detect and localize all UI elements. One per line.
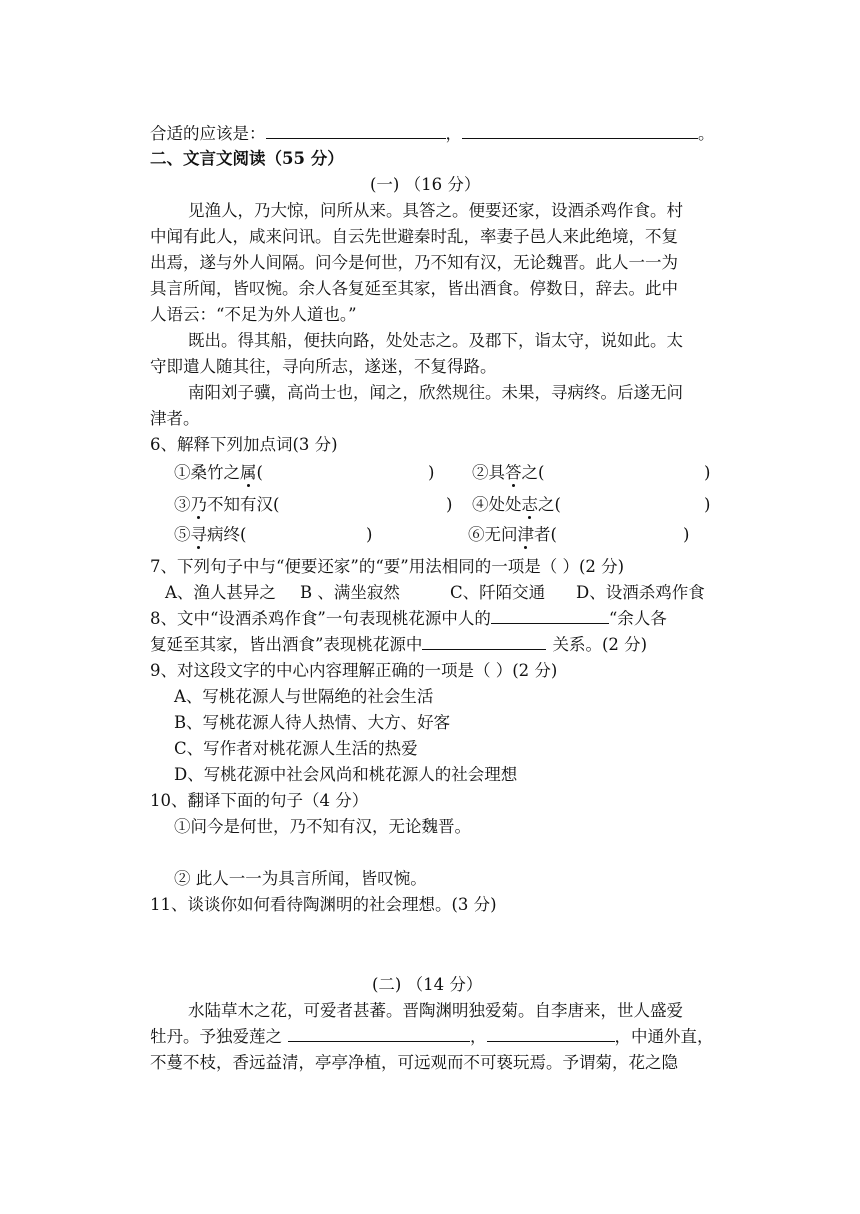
q6-close: ) <box>704 463 711 482</box>
part2-heading: (二) （14 分） <box>372 975 483 994</box>
answer-blank[interactable] <box>487 1026 615 1042</box>
q10-sentence-1: ①问今是何世，乃不知有汉，无论魏晋。 <box>174 817 471 836</box>
q6-item-3: ③乃不知有汉( <box>174 495 280 514</box>
q6-item-6: ⑥无问津者( <box>468 525 557 544</box>
question-8-line-1: 8、文中“设酒杀鸡作食”一句表现桃花源中人的 “余人各 <box>150 609 667 628</box>
passage-line: 不蔓不枝，香远益清，亭亭净植，可远观而不可亵玩焉。予谓菊，花之隐 <box>150 1053 678 1072</box>
question-10-title: 10、翻译下面的句子（4 分） <box>150 791 369 810</box>
answer-blank[interactable] <box>422 634 546 650</box>
q6-close: ) <box>683 525 690 544</box>
q6-close: ) <box>366 525 373 544</box>
question-9-title: 9、对这段文字的中心内容理解正确的一项是（ ）(2 分) <box>150 661 558 680</box>
passage-line: 中闻有此人，咸来问讯。自云先世避秦时乱，率妻子邑人来此绝境，不复 <box>150 227 678 246</box>
passage-line: 见渔人，乃大惊，问所从来。具答之。便要还家，设酒杀鸡作食。村 <box>188 201 683 220</box>
q9-option-a: A、写桃花源人与世隔绝的社会生活 <box>174 687 434 706</box>
q6-item-2: ②具答之( <box>472 463 545 482</box>
part1-heading: (一) （16 分） <box>370 175 481 194</box>
passage-line: 津者。 <box>150 409 200 428</box>
passage-line: 南阳刘子骥，高尚士也，闻之，欣然规往。未果，寻病终。后遂无问 <box>188 383 683 402</box>
answer-blank[interactable] <box>288 1026 470 1042</box>
question-11-title: 11、谈谈你如何看待陶渊明的社会理想。(3 分) <box>150 895 497 914</box>
passage-line: 出焉，遂与外人间隔。问今是何世，乃不知有汉，无论魏晋。此人一一为 <box>150 253 678 272</box>
question-7-title: 7、下列句子中与“便要还家”的“要”用法相同的一项是（ ）(2 分) <box>150 557 625 576</box>
q10-sentence-2: ② 此人一一为具言所闻，皆叹惋。 <box>174 869 427 888</box>
q6-close: ) <box>428 463 435 482</box>
q6-close: ) <box>446 495 453 514</box>
section-title: 二、文言文阅读（55 分） <box>150 149 344 168</box>
q9-option-d: D、写桃花源中社会风尚和桃花源人的社会理想 <box>174 765 518 784</box>
passage-line: 守即遣人随其往，寻向所志，遂迷，不复得路。 <box>150 357 497 376</box>
q6-item-1: ①桑竹之属( <box>174 463 263 482</box>
q7-option-c: C、阡陌交通 <box>450 583 546 602</box>
answer-blank[interactable] <box>491 608 609 624</box>
answer-blank[interactable] <box>462 123 698 139</box>
q7-option-b: B 、满坐寂然 <box>300 583 400 602</box>
question-8-line-2: 复延至其家，皆出酒食”表现桃花源中 关系。(2 分) <box>150 635 648 654</box>
passage-line-with-blanks: 牡丹。予独爱莲之 ， ，中通外直， <box>150 1027 714 1046</box>
q6-item-4: ④处处志之( <box>472 495 561 514</box>
q9-option-c: C、写作者对桃花源人生活的热爱 <box>174 739 418 758</box>
question-6-title: 6、解释下列加点词(3 分) <box>150 435 338 454</box>
top-answer-line: 合适的应该是： ， 。 <box>150 124 715 143</box>
q7-option-d: D、设酒杀鸡作食 <box>576 583 705 602</box>
passage-line: 人语云：“不足为外人道也。” <box>150 305 357 324</box>
passage-line: 既出。得其船，便扶向路，处处志之。及郡下，诣太守，说如此。太 <box>188 331 683 350</box>
q6-close: ) <box>704 495 711 514</box>
top-line-label: 合适的应该是： <box>150 124 266 143</box>
passage-line: 具言所闻，皆叹惋。余人各复延至其家，皆出酒食。停数日，辞去。此中 <box>150 279 678 298</box>
passage-line: 水陆草木之花，可爱者甚蕃。晋陶渊明独爱菊。自李唐来，世人盛爱 <box>188 1001 683 1020</box>
answer-blank[interactable] <box>266 123 446 139</box>
q9-option-b: B、写桃花源人待人热情、大方、好客 <box>174 713 451 732</box>
q7-option-a: A、渔人甚异之 <box>165 583 276 602</box>
q6-item-5: ⑤寻病终( <box>174 525 247 544</box>
